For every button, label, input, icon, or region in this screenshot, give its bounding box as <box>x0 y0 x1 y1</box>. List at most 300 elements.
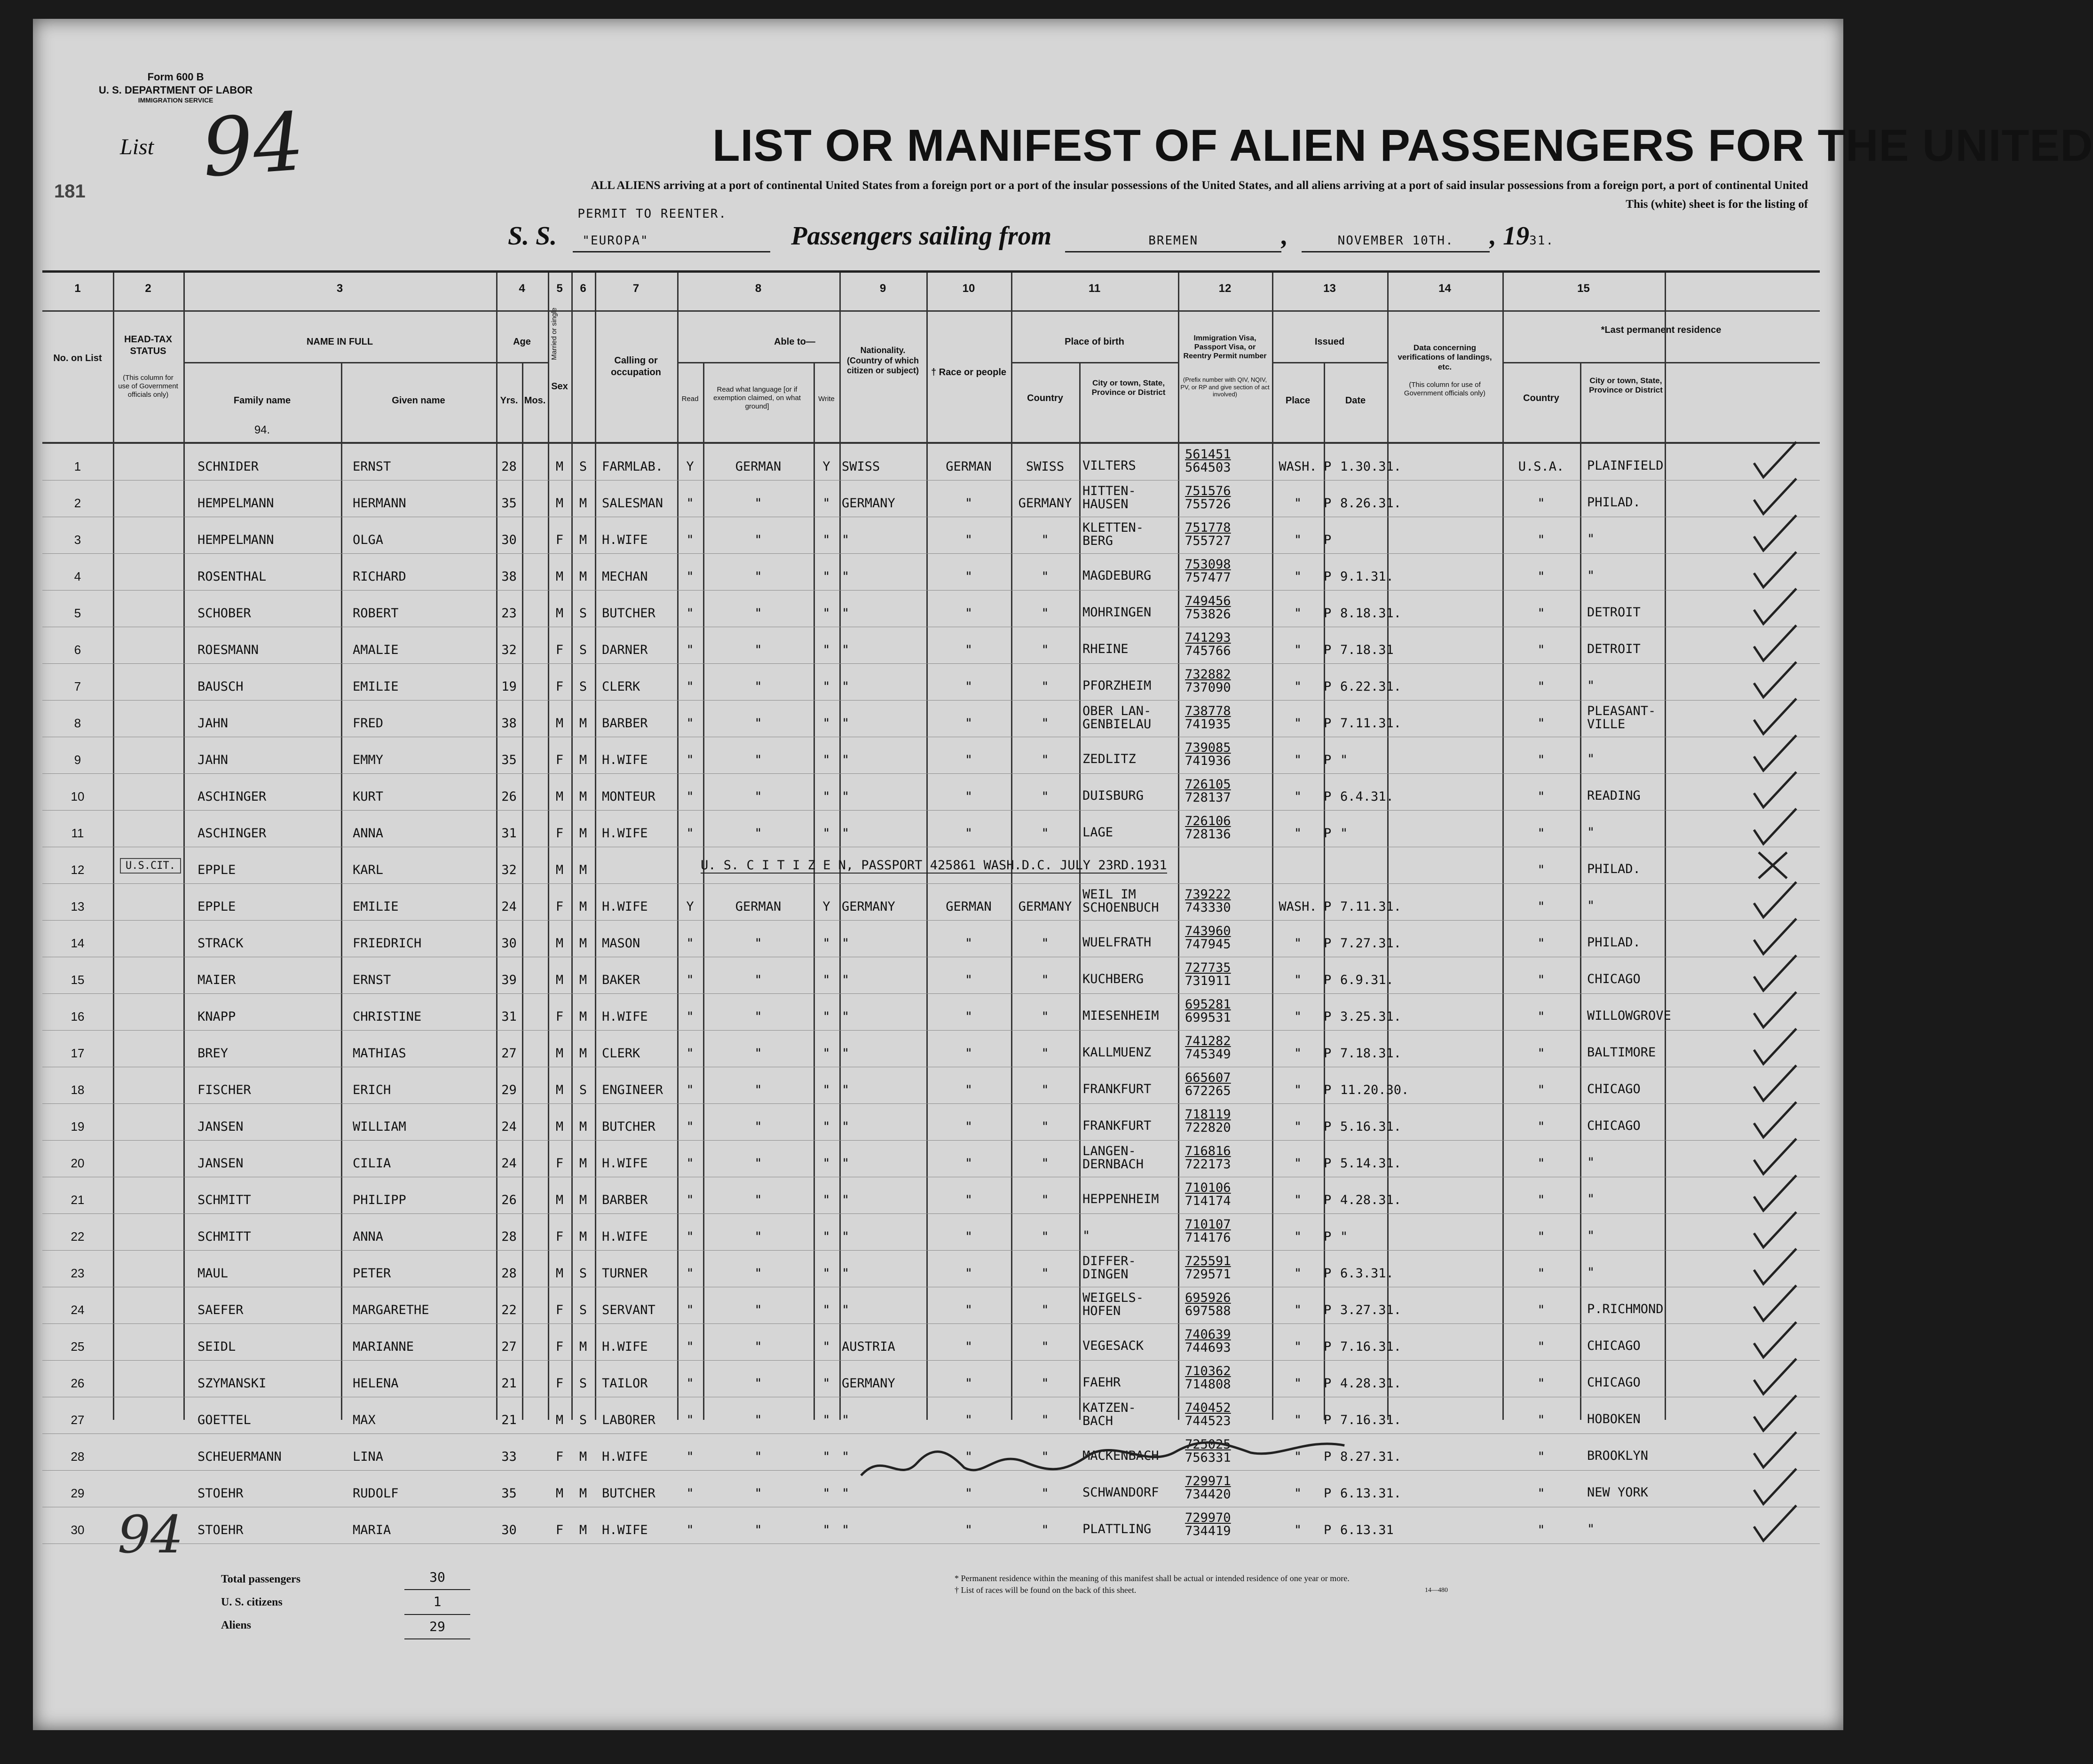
cell-lang: " <box>754 716 762 731</box>
checkmark-icon <box>1749 880 1801 922</box>
cell-country: " <box>1041 789 1049 804</box>
cell-residence-city <box>1587 899 1595 913</box>
cell-country: " <box>1041 1193 1049 1207</box>
cell-country: " <box>1041 936 1049 951</box>
cell-place: " <box>1294 1449 1302 1464</box>
cell-visa <box>1185 741 1231 768</box>
cell-age: 26 <box>501 789 517 804</box>
cell-place: " <box>1294 789 1302 804</box>
cell-residence-city <box>1587 1376 1641 1389</box>
cell-residence-city <box>1587 496 1641 509</box>
cell-occ: H.WIFE <box>602 533 648 547</box>
cell-sex: F <box>555 753 564 767</box>
residence-city-line-1: " <box>1587 898 1595 913</box>
cell-residence-city <box>1587 1449 1648 1463</box>
cell-rescountry: " <box>1537 826 1545 841</box>
cell-lang: " <box>754 533 762 547</box>
birth-city-line-1: PLATTLING <box>1082 1522 1152 1536</box>
cell-read: " <box>686 1229 694 1244</box>
cell-ms: S <box>579 643 587 657</box>
cell-no: 21 <box>71 1193 85 1207</box>
cell-read: Y <box>686 459 694 474</box>
visa-line-1: 729971 <box>1185 1474 1231 1488</box>
table-row <box>42 444 1820 481</box>
cell-family: JAHN <box>197 716 229 731</box>
cell-write: " <box>822 1449 830 1464</box>
table-row <box>42 1251 1820 1288</box>
cell-ms: S <box>579 1266 587 1281</box>
cell-family: SCHMITT <box>197 1193 251 1207</box>
cell-visa <box>1185 1255 1231 1282</box>
cell-age: 19 <box>501 679 517 694</box>
birth-city-line-1: PFORZHEIM <box>1082 678 1152 693</box>
checkmark-icon <box>1749 1283 1801 1325</box>
cell-no: 26 <box>71 1376 85 1390</box>
cell-p: P <box>1324 1009 1332 1024</box>
cell-rescountry: " <box>1537 753 1545 767</box>
visa-line-1: 739085 <box>1185 740 1231 755</box>
cell-family: ROESMANN <box>197 643 259 657</box>
cell-rescountry: " <box>1537 1009 1545 1024</box>
cell-birth-city <box>1082 1119 1151 1133</box>
cell-rescountry: " <box>1537 679 1545 694</box>
birth-city-line-1: MACKENBACH <box>1082 1449 1159 1463</box>
cell-rescountry: " <box>1537 1266 1545 1281</box>
cell-given: AMALIE <box>353 643 399 657</box>
cell-no: 27 <box>71 1413 85 1427</box>
cell-nat: " <box>842 1046 850 1061</box>
cell-occ: BUTCHER <box>602 606 656 621</box>
visa-line-1: 732882 <box>1185 667 1231 682</box>
cell-write: " <box>822 679 830 694</box>
cell-race: " <box>964 753 973 767</box>
cell-rescountry: " <box>1537 1486 1545 1501</box>
cell-visa <box>1185 448 1231 475</box>
residence-city-line-1: READING <box>1587 788 1641 803</box>
cell-birth-city <box>1082 485 1136 512</box>
table-row <box>42 701 1820 738</box>
birth-city-line-1: KATZEN- <box>1082 1401 1136 1415</box>
cell-sex: F <box>555 1523 564 1537</box>
cell-age: 24 <box>501 1119 517 1134</box>
birth-city-line-1: HEPPENHEIM <box>1082 1192 1159 1206</box>
header-no-on-list: No. on List <box>53 353 102 363</box>
cell-p: P <box>1324 1156 1332 1171</box>
cell-sex: F <box>555 533 564 547</box>
cell-rescountry: " <box>1537 973 1545 987</box>
cell-occ: H.WIFE <box>602 1449 648 1464</box>
cell-residence-city <box>1587 1193 1595 1206</box>
cell-nat: " <box>842 1083 850 1097</box>
cell-p: P <box>1324 1413 1332 1427</box>
cell-nat: " <box>842 1486 850 1501</box>
cell-given: ANNA <box>353 1229 384 1244</box>
cell-no: 7 <box>74 679 81 693</box>
cell-write: " <box>822 1523 830 1537</box>
cell-birth-city <box>1082 789 1144 803</box>
cell-sex: M <box>555 569 564 584</box>
cell-no: 1 <box>74 459 81 473</box>
cell-ms: M <box>579 753 587 767</box>
citizen-note: U. S. C I T I Z E N, PASSPORT 425861 WASH.D.C. JULY 23RD.1931 <box>701 858 1167 873</box>
table-row <box>42 664 1820 701</box>
cell-family: JANSEN <box>197 1119 244 1134</box>
cell-given: MAX <box>353 1413 376 1427</box>
cell-write: Y <box>822 899 830 914</box>
cell-p: P <box>1324 1523 1332 1537</box>
cell-occ: BARBER <box>602 1193 648 1207</box>
cell-occ: BUTCHER <box>602 1119 656 1134</box>
table-row <box>42 1068 1820 1104</box>
cell-lang: " <box>754 936 762 951</box>
cell-write: " <box>822 1413 830 1427</box>
cell-ms: M <box>579 533 587 547</box>
cell-read: " <box>686 1339 694 1354</box>
cell-age: 21 <box>501 1376 517 1391</box>
totals-labels: Total passengers U. S. citizens Aliens <box>221 1573 301 1632</box>
cell-read: " <box>686 1376 694 1391</box>
birth-city-line-1: FAEHR <box>1082 1375 1121 1390</box>
visa-line-1: 740452 <box>1185 1401 1231 1415</box>
cell-birth-city <box>1082 1083 1151 1096</box>
cell-race: " <box>964 1449 973 1464</box>
ship-name-field: PERMIT TO REENTER. "EUROPA" <box>573 221 770 252</box>
birth-city-line-1: FRANKFURT <box>1082 1118 1152 1133</box>
cell-sex: M <box>555 973 564 987</box>
cell-family: STRACK <box>197 936 244 951</box>
cell-p: P <box>1324 789 1332 804</box>
cell-family: SEIDL <box>197 1339 236 1354</box>
cell-p: P <box>1324 1303 1332 1317</box>
cell-residence-city <box>1587 533 1595 546</box>
birth-city-line-1: WUELFRATH <box>1082 935 1152 950</box>
cell-write: " <box>822 826 830 841</box>
checkmark-icon <box>1749 586 1801 629</box>
cell-birth-city <box>1082 1523 1151 1536</box>
birth-city-line-1: KUCHBERG <box>1082 972 1144 986</box>
cell-p: P <box>1324 606 1332 621</box>
cell-ms: M <box>579 973 587 987</box>
cell-lang: " <box>754 1376 762 1391</box>
cell-visa <box>1185 521 1231 548</box>
cell-given: MARIA <box>353 1523 391 1537</box>
cell-write: " <box>822 496 830 511</box>
checkmark-icon <box>1749 990 1801 1032</box>
cell-race: " <box>964 1009 973 1024</box>
cell-nat: " <box>842 936 850 951</box>
checkmark-icon <box>1749 843 1801 885</box>
cell-read: " <box>686 533 694 547</box>
cell-write: " <box>822 1119 830 1134</box>
cell-no: 29 <box>71 1486 85 1500</box>
cell-no: 16 <box>71 1009 85 1024</box>
visa-line-1: 726106 <box>1185 814 1231 828</box>
residence-city-line-1: " <box>1587 1265 1595 1280</box>
cell-given: RICHARD <box>353 569 406 584</box>
cell-rescountry: " <box>1537 1376 1545 1391</box>
cell-read: " <box>686 1266 694 1281</box>
cell-no: 6 <box>74 643 81 657</box>
table-row <box>42 1398 1820 1434</box>
cell-date: 4.28.31. <box>1340 1193 1402 1207</box>
cell-residence-city <box>1587 753 1595 766</box>
cell-rescountry: " <box>1537 496 1545 511</box>
cell-read: " <box>686 1193 694 1207</box>
cell-place: " <box>1294 973 1302 987</box>
cell-race: GERMAN <box>946 459 992 474</box>
visa-line-2: 756331 <box>1185 1450 1231 1465</box>
cell-age: 38 <box>501 716 517 731</box>
margin-number: 94 <box>118 1504 183 1565</box>
cell-country: " <box>1041 1119 1049 1134</box>
cell-read: " <box>686 1046 694 1061</box>
visa-line-1: 665607 <box>1185 1071 1231 1085</box>
visa-line-2: 734419 <box>1185 1524 1231 1539</box>
cell-write: " <box>822 533 830 547</box>
birth-city-line-1: VILTERS <box>1082 458 1136 473</box>
cell-no: 19 <box>71 1119 85 1134</box>
cell-residence-city <box>1587 1229 1595 1243</box>
cell-given: PETER <box>353 1266 391 1281</box>
cell-age: 30 <box>501 1523 517 1537</box>
cell-birth-city <box>1082 459 1136 472</box>
cell-ms: S <box>579 679 587 694</box>
cell-date: 5.16.31. <box>1340 1119 1402 1134</box>
cell-residence-city <box>1587 1046 1656 1059</box>
birth-city-line-1: WEIGELS- <box>1082 1291 1144 1305</box>
cell-lang: " <box>754 1009 762 1024</box>
cell-read: " <box>686 1486 694 1501</box>
table-row <box>42 848 1820 884</box>
cell-sex: M <box>555 1413 564 1427</box>
cell-no: 13 <box>71 899 85 914</box>
residence-city-line-1: BROOKLYN <box>1587 1449 1649 1463</box>
cell-date: 6.4.31. <box>1340 789 1394 804</box>
cell-ms: M <box>579 1046 587 1061</box>
cell-date: 1.30.31. <box>1340 459 1402 474</box>
header-head-tax: HEAD-TAX STATUS <box>124 334 172 356</box>
birth-city-line-1: KLETTEN- <box>1082 520 1144 535</box>
cell-residence-city <box>1587 1413 1641 1426</box>
cell-nat: SWISS <box>842 459 880 474</box>
cell-given: EMILIE <box>353 679 399 694</box>
cell-birth-city <box>1082 1486 1159 1499</box>
cell-nat: AUSTRIA <box>842 1339 895 1354</box>
cell-read: " <box>686 1083 694 1097</box>
cell-birth-city <box>1082 569 1151 583</box>
cell-birth-city <box>1082 643 1129 656</box>
visa-line-1: 695281 <box>1185 997 1231 1012</box>
cell-rescountry: U.S.A. <box>1518 459 1564 474</box>
cell-age: 38 <box>501 569 517 584</box>
cell-birth-city <box>1082 1145 1144 1172</box>
checkmark-icon <box>1749 660 1801 702</box>
cell-family: SAEFER <box>197 1303 244 1317</box>
residence-city-line-1: NEW YORK <box>1587 1485 1649 1500</box>
cell-lang: " <box>754 1523 762 1537</box>
checkmark-icon <box>1749 953 1801 995</box>
cell-occ: H.WIFE <box>602 1339 648 1354</box>
cell-country: " <box>1041 753 1049 767</box>
visa-line-1: 739222 <box>1185 887 1231 902</box>
cell-age: 31 <box>501 1009 517 1024</box>
cell-birth-city <box>1082 1376 1121 1389</box>
visa-line-2: 741935 <box>1185 717 1231 732</box>
cell-residence-city <box>1587 1083 1641 1096</box>
cell-nat: " <box>842 1266 850 1281</box>
cell-ms: S <box>579 1413 587 1427</box>
cell-birth-city <box>1082 1339 1144 1353</box>
cell-visa <box>1185 888 1231 915</box>
cell-given: KARL <box>353 863 384 877</box>
table-row <box>42 518 1820 554</box>
cell-birth-city <box>1082 705 1151 732</box>
cell-place: WASH. <box>1279 899 1317 914</box>
cell-occ: TAILOR <box>602 1376 648 1391</box>
cell-sex: F <box>555 1009 564 1024</box>
cell-sex: M <box>555 1193 564 1207</box>
birth-city-line-1: RHEINE <box>1082 642 1129 656</box>
table-row <box>42 591 1820 628</box>
cell-age: 27 <box>501 1046 517 1061</box>
cell-residence-city <box>1587 863 1641 876</box>
checkmark-icon <box>1749 1026 1801 1069</box>
cell-given: RUDOLF <box>353 1486 399 1501</box>
checkmark-icon <box>1749 1210 1801 1252</box>
cell-p: P <box>1324 753 1332 767</box>
cell-ms: M <box>579 1156 587 1171</box>
cell-no: 20 <box>71 1156 85 1170</box>
cell-residence-city <box>1587 459 1664 472</box>
visa-line-2: 564503 <box>1185 460 1231 475</box>
birth-city-line-1: VEGESACK <box>1082 1339 1144 1353</box>
cell-family: EPPLE <box>197 899 236 914</box>
cell-nat: " <box>842 1303 850 1317</box>
birth-city-line-2: BACH <box>1082 1414 1114 1429</box>
cell-occ: CLERK <box>602 1046 640 1061</box>
visa-line-2: 741936 <box>1185 754 1231 769</box>
cell-country: " <box>1041 1413 1049 1427</box>
cell-race: " <box>964 1523 973 1537</box>
cell-visa <box>1185 705 1231 732</box>
cell-nat: GERMANY <box>842 1376 895 1391</box>
table-row <box>42 921 1820 958</box>
cell-read: Y <box>686 899 694 914</box>
birth-city-line-1: HITTEN- <box>1082 484 1136 498</box>
cell-lang: GERMAN <box>735 459 782 474</box>
cell-lang: " <box>754 1193 762 1207</box>
cell-nat: " <box>842 789 850 804</box>
cell-ms: M <box>579 496 587 511</box>
cell-p: P <box>1324 1193 1332 1207</box>
cell-birth-city <box>1082 1255 1136 1282</box>
table-row <box>42 811 1820 848</box>
birth-city-line-1: KALLMUENZ <box>1082 1045 1152 1060</box>
cell-write: " <box>822 1339 830 1354</box>
cell-date: 6.13.31 <box>1340 1523 1394 1537</box>
cell-place: " <box>1294 1083 1302 1097</box>
cell-sex: F <box>555 1376 564 1391</box>
cell-read: " <box>686 973 694 987</box>
cell-visa <box>1185 1071 1231 1098</box>
visa-line-1: 710107 <box>1185 1217 1231 1232</box>
cell-no: 11 <box>71 826 84 840</box>
cell-p: P <box>1324 1119 1332 1134</box>
head-tax-stamp: U.S.CIT. <box>120 858 181 874</box>
table-row <box>42 1288 1820 1324</box>
cell-no: 4 <box>74 569 81 583</box>
list-number: 94 <box>199 95 307 196</box>
cell-race: " <box>964 679 973 694</box>
cell-nat: GERMANY <box>842 496 895 511</box>
cell-date: 7.16.31. <box>1340 1339 1402 1354</box>
cell-read: " <box>686 716 694 731</box>
cell-place: " <box>1294 643 1302 657</box>
cell-date: 6.3.31. <box>1340 1266 1394 1281</box>
cell-rescountry: " <box>1537 899 1545 914</box>
cell-lang: " <box>754 1413 762 1427</box>
residence-city-line-1: CHICAGO <box>1587 972 1641 986</box>
visa-line-2: 672265 <box>1185 1084 1231 1099</box>
cell-read: " <box>686 1413 694 1427</box>
cell-residence-city <box>1587 973 1641 986</box>
cell-rescountry: " <box>1537 936 1545 951</box>
visa-line-1: 749456 <box>1185 594 1231 608</box>
birth-city-line-1: SCHWANDORF <box>1082 1485 1159 1500</box>
cell-rescountry: " <box>1537 1046 1545 1061</box>
residence-city-line-1: CHICAGO <box>1587 1118 1641 1133</box>
cell-write: " <box>822 1486 830 1501</box>
cell-family: BAUSCH <box>197 679 244 694</box>
cell-family: MAIER <box>197 973 236 987</box>
birth-city-line-1: FRANKFURT <box>1082 1082 1152 1096</box>
visa-line-2: 755727 <box>1185 534 1231 549</box>
cell-date: 4.28.31. <box>1340 1376 1402 1391</box>
cell-rescountry: " <box>1537 606 1545 621</box>
form-code: 14—480 <box>1425 1587 1448 1594</box>
checkmark-icon <box>1749 1063 1801 1105</box>
table-row <box>42 1104 1820 1141</box>
cell-no: 14 <box>71 936 85 950</box>
cell-nat: " <box>842 753 850 767</box>
cell-p: P <box>1324 1266 1332 1281</box>
cell-visa <box>1185 998 1231 1025</box>
cell-occ: H.WIFE <box>602 1523 648 1537</box>
cell-no: 22 <box>71 1229 85 1244</box>
cell-family: SCHMITT <box>197 1229 251 1244</box>
cell-birth-city <box>1082 1229 1090 1243</box>
checkmark-icon <box>1749 550 1801 592</box>
cell-sex: M <box>555 459 564 474</box>
visa-line-1: 718119 <box>1185 1107 1231 1122</box>
cell-given: FRED <box>353 716 384 731</box>
cell-visa <box>1185 1108 1231 1135</box>
cell-age: 30 <box>501 936 517 951</box>
cell-place: " <box>1294 826 1302 841</box>
cell-lang: " <box>754 753 762 767</box>
cell-ms: M <box>579 1486 587 1501</box>
birth-city-line-1: DUISBURG <box>1082 788 1144 803</box>
cell-sex: F <box>555 1156 564 1171</box>
cell-family: FISCHER <box>197 1083 251 1097</box>
residence-city-line-2: VILLE <box>1587 717 1626 732</box>
checkmark-icon <box>1749 440 1801 482</box>
cell-no: 9 <box>74 753 81 767</box>
cell-read: " <box>686 1119 694 1134</box>
cell-country: " <box>1041 569 1049 584</box>
cell-no: 17 <box>71 1046 85 1060</box>
birth-city-line-1: MIESENHEIM <box>1082 1008 1159 1023</box>
